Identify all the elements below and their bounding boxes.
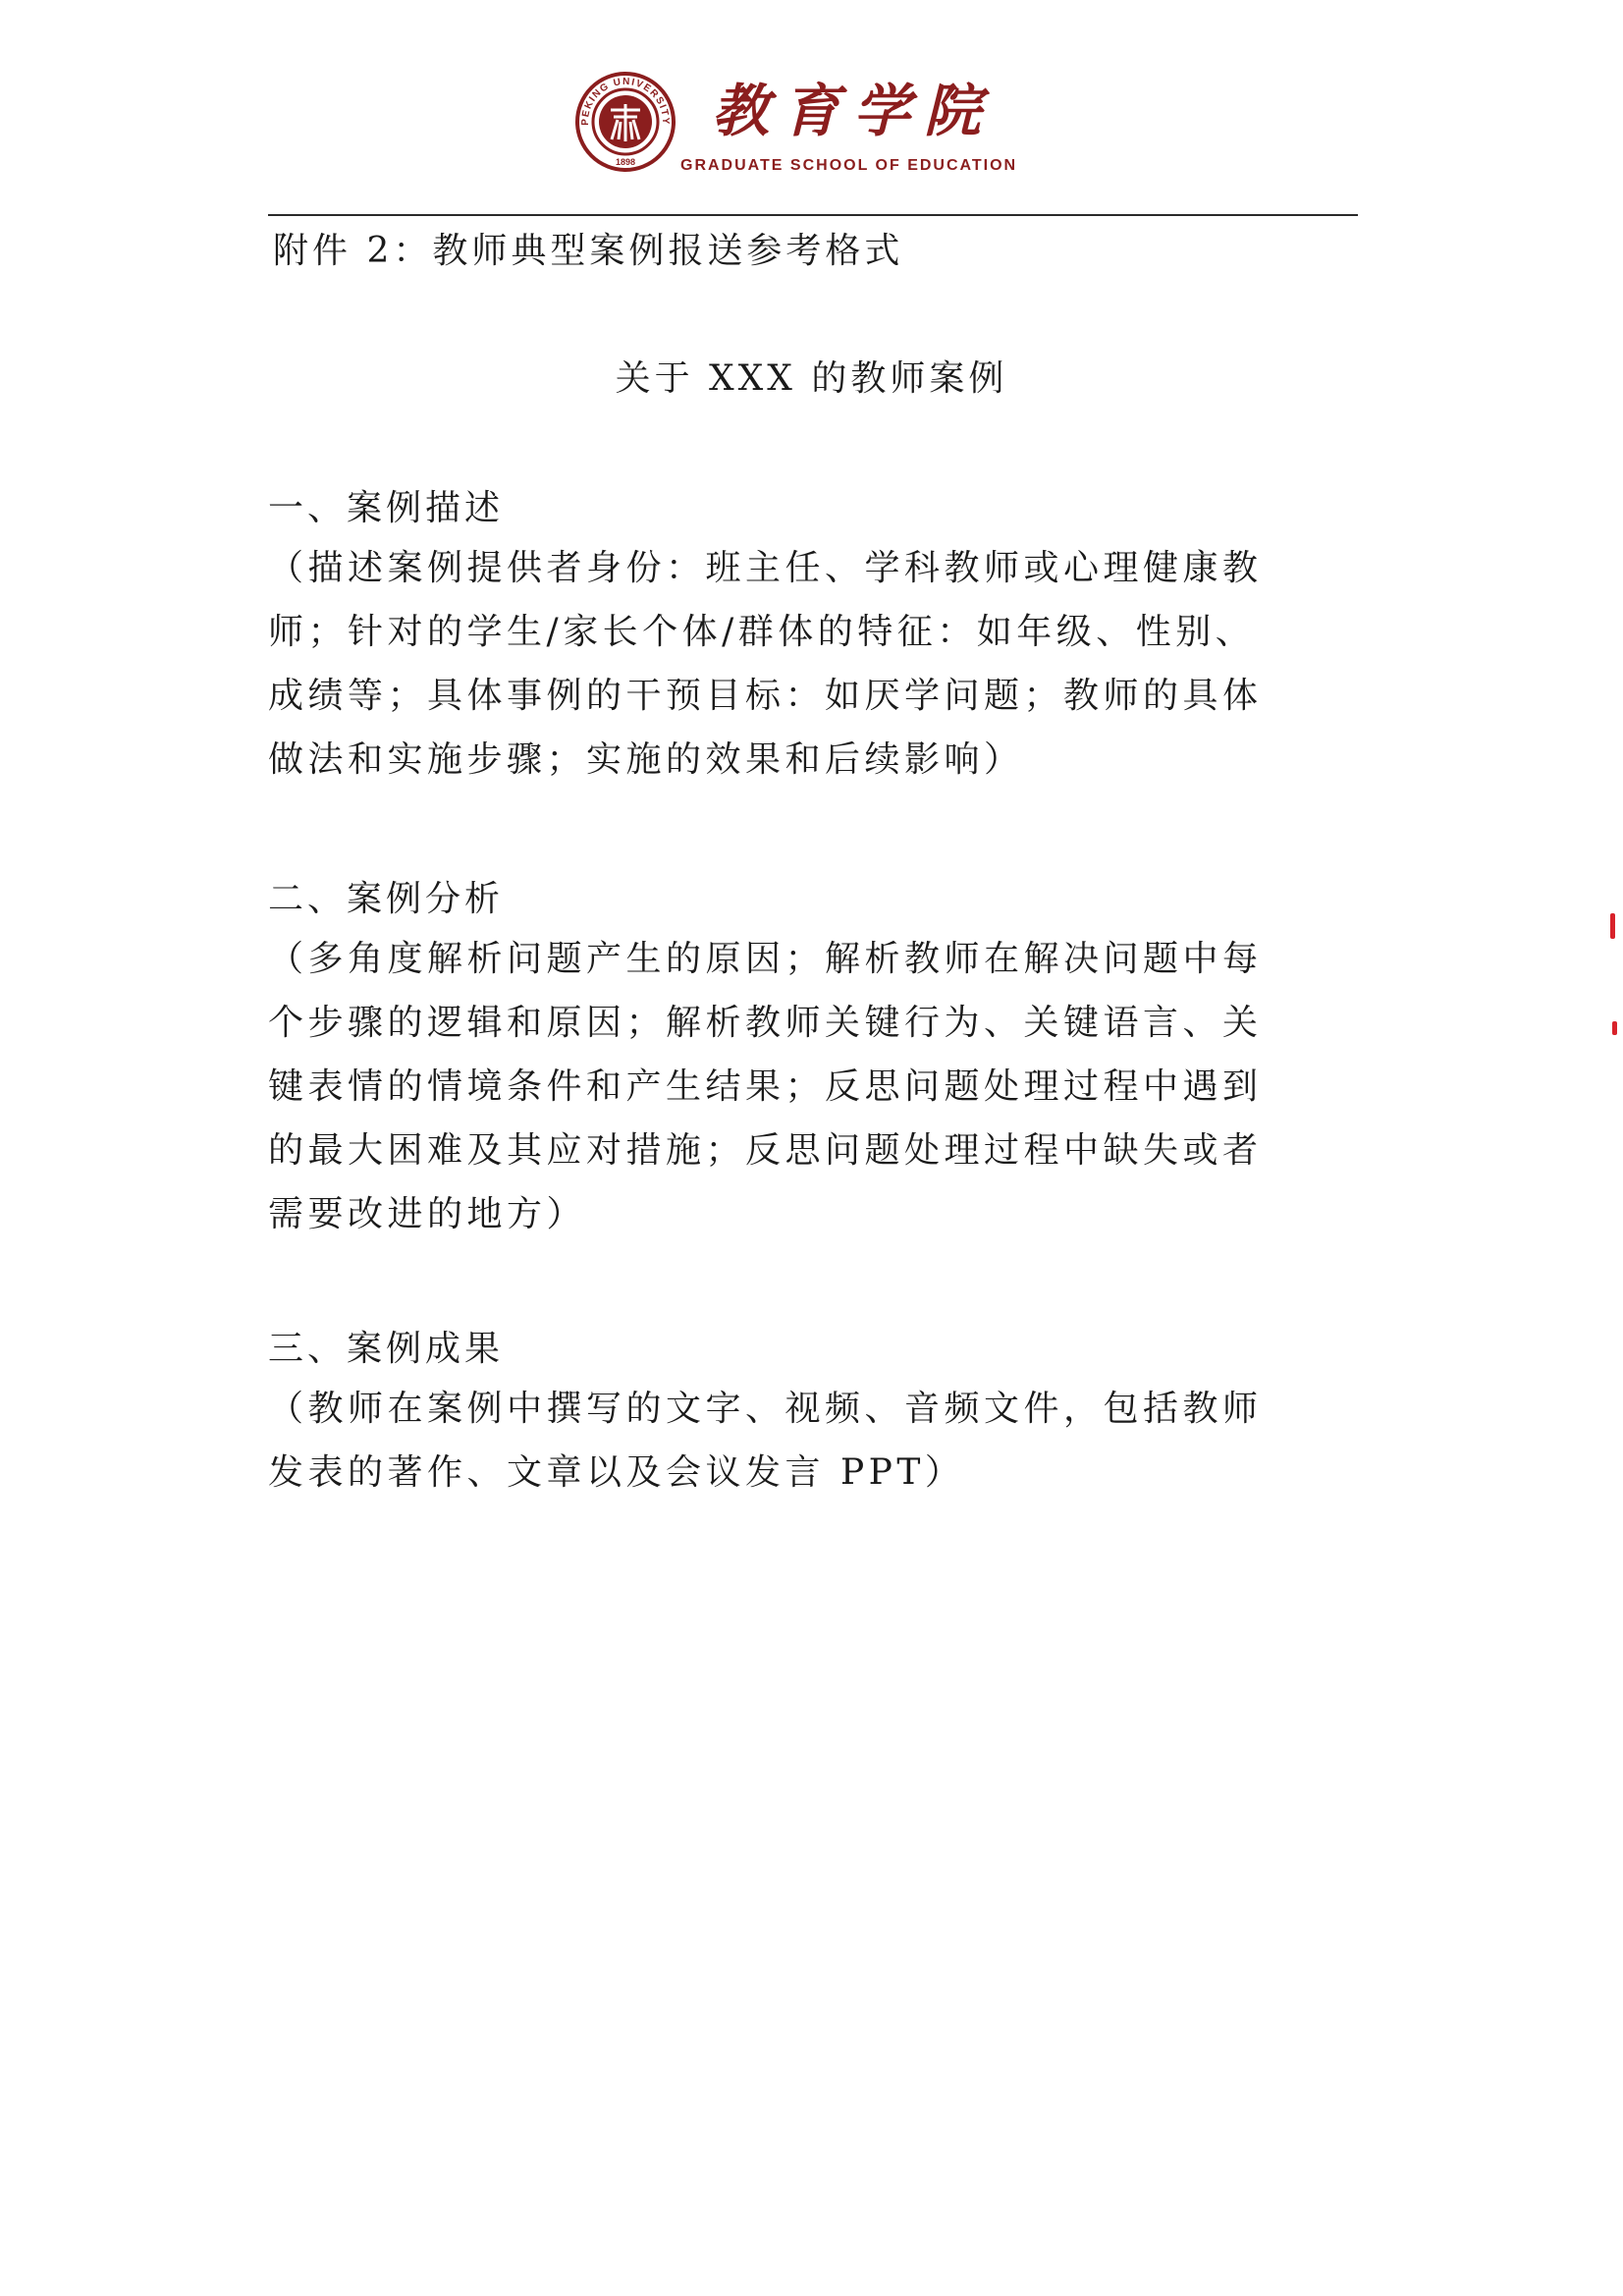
section-body (268, 536, 1328, 792)
header-rule (268, 214, 1358, 216)
section-case-description (268, 481, 1328, 792)
seal-year: 1898 (615, 157, 636, 167)
section-case-results (268, 1322, 1328, 1504)
letterhead (574, 71, 1046, 184)
attachment-label: 附件 2：教师典型案例报送参考格式 (273, 231, 904, 271)
body-line: 键表情的情境条件和产生结果；反思问题处理过程中遇到 (268, 1066, 1263, 1107)
scan-edge-mark (1610, 913, 1615, 939)
body-line: 的最大困难及其应对措施；反思问题处理过程中缺失或者 (268, 1130, 1263, 1171)
peking-university-seal-icon (574, 71, 676, 173)
body-line: 需要改进的地方） (268, 1194, 587, 1234)
body-line: 成绩等；具体事例的干预目标：如厌学问题；教师的具体 (268, 676, 1263, 716)
scan-edge-mark (1612, 1021, 1617, 1035)
section-heading: 二、案例分析 (268, 879, 505, 919)
body-line: 发表的著作、文章以及会议发言 PPT） (268, 1452, 965, 1493)
seal-text-top: PEKING UNIVERSITY (579, 76, 672, 126)
body-line: 做法和实施步骤；实施的效果和后续影响） (268, 739, 1024, 780)
section-heading: 三、案例成果 (268, 1329, 505, 1369)
section-case-analysis (268, 872, 1328, 1246)
section-body (268, 927, 1328, 1246)
school-name-cn: 教育学院 (712, 78, 996, 144)
body-line: （教师在案例中撰写的文字、视频、音频文件，包括教师 (268, 1389, 1263, 1429)
body-line: 师；针对的学生/家长个体/群体的特征：如年级、性别、 (268, 612, 1256, 652)
body-line: （描述案例提供者身份：班主任、学科教师或心理健康教 (268, 548, 1263, 588)
section-body (268, 1377, 1328, 1504)
body-line: （多角度解析问题产生的原因；解析教师在解决问题中每 (268, 939, 1263, 979)
document-title: 关于 XXX 的教师案例 (615, 358, 1008, 399)
body-line: 个步骤的逻辑和原因；解析教师关键行为、关键语言、关 (268, 1003, 1263, 1043)
school-name-en: GRADUATE SCHOOL OF EDUCATION (680, 157, 1018, 174)
section-heading: 一、案例描述 (268, 488, 505, 528)
